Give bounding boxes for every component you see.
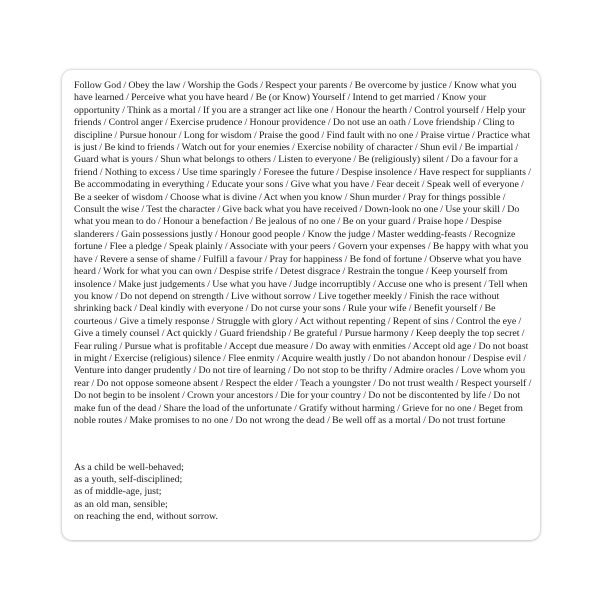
poem <box>74 462 474 523</box>
poem-line: as an old man, sensible; <box>74 498 168 510</box>
poem-line: as of middle-age, just; <box>74 486 162 498</box>
poem-line: As a child be well-behaved; <box>74 462 184 473</box>
maxims-text: Follow God / Obey the law / Worship the Gods / Respect your parents / Be overcome by justice / Know what you have learned / Perceive what you have heard / Be (or Know) Yourself / Intend to get married / Know your opportunity / Think as a mortal / If you are a stranger act like one / Honour the hearth / Control yourself / Help your friends / Control anger / Exercise prudence / Honour providence / Do not use an oath / Love friendship / Cling to discipline / Pursue honour / Long for wisdom / Praise the good / Find fault with no one / Praise virtue / Practice what is just / Be kind to friends / Watch out for your enemies / Exercise nobility of character / Shun evil / Be impartial / Guard what is yours / Shun what belongs to others / Listen to everyone / Be (religiously) silent / Do a favour for a friend / Nothing to excess / Use time sparingly / Foresee the future / Despise insolence / Have respect for suppliants / Be accommodating in everything / Educate your sons / Give what you have / Fear deceit / Speak well of everyone / Be a seeker of wisdom / Choose what is divine / Act when you know / Shun murder / Pray for things possible / Consult the wise / Test the character / Give back what you have received / Down-look no one / Use your skill / Do what you mean to do / Honour a benefaction / Be jealous of no one / Be on your guard / Praise hope / Despise slanderers / Gain possessions justly / Honour good people / Know the judge / Master wedding-feasts / Recognize fortune / Flee a pledge / Speak plainly / Associate with your peers / Govern your expenses / Be happy with what you have / Revere a sense of shame / Fulfill a favour / Pray for happiness / Be fond of fortune / Observe what you have heard / Work for what you can own / Despise strife / Detest disgrace / Restrain the tongue / Keep yourself from insolence / Make just judgements / Use what you have / Judge incorruptibly / Accuse one who is present / Tell when you know / Do not depend on strength / Live without sorrow / Live together meekly / Finish the race without shrinking back / Deal kindly with everyone / Do not curse your sons / Rule your wife / Benefit yourself / Be courteous / Give a timely response / Struggle with glory / Act without repenting / Repent of sins / Control the eye / Give a timely counsel / Act quickly / Guard friendship / Be grateful / Pursue harmony / Keep deeply the top secret / Fear ruling / Pursue what is profitable / Accept due measure / Do away with enmities / Accept old age / Do not boast in might / Exercise (religious) silence / Flee enmity / Acquire wealth justly / Do not abandon honour / Despise evil / Venture into danger prudently / Do not tire of learning / Do not stop to be thrifty / Admire oracles / Love whom you rear / Do not oppose someone absent / Respect the elder / Teach a youngster / Do not trust wealth / Respect yourself / Do not begin to be insolent / Crown your ancestors / Die for your country / Do not be discontented by life / Do not make fun of the dead / Share the load of the unfortunate / Gratify without harming / Grieve for no one / Beget from noble routes / Make promises to no one / Do not wrong the dead / Be well off as a mortal / Do not trust fortune <box>74 80 532 426</box>
poem-line: as a youth, self-disciplined; <box>74 474 183 486</box>
poem-line: on reaching the end, without sorrow. <box>74 510 218 522</box>
sticker <box>62 70 540 540</box>
